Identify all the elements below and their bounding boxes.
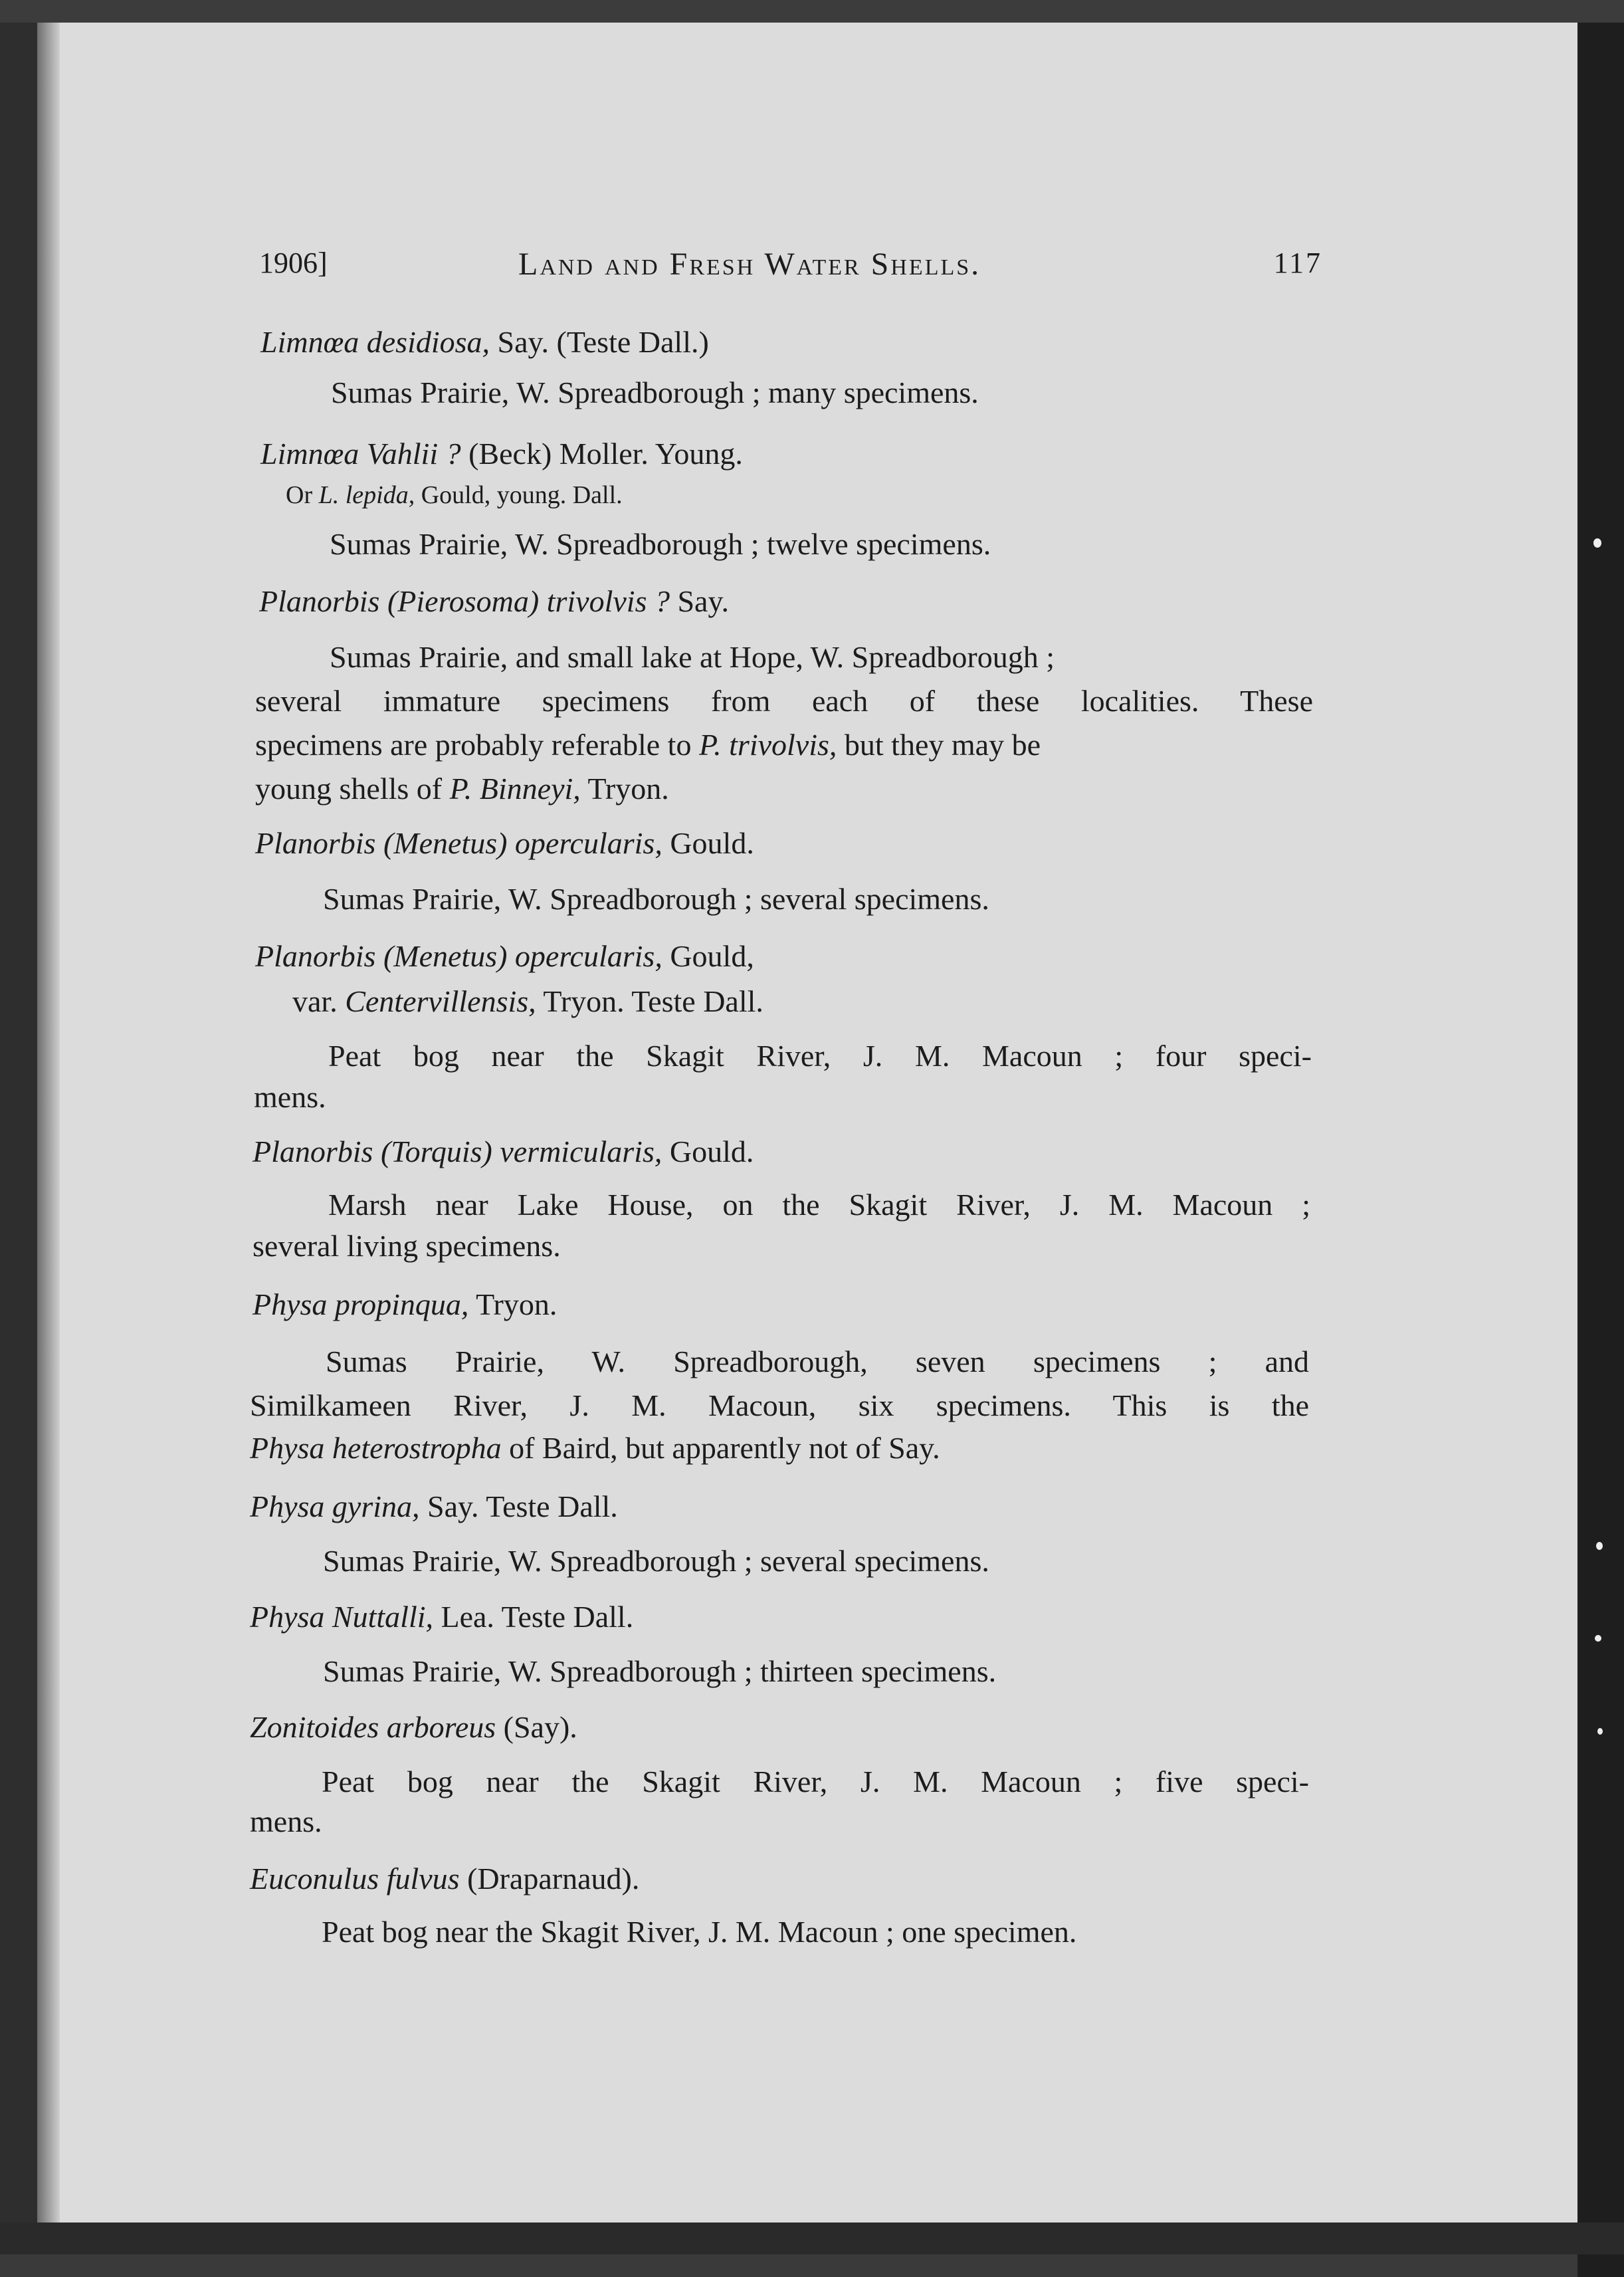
text-run: of Baird, but apparently not of Say. <box>501 1431 940 1465</box>
paragraph-line: mens. <box>250 1804 322 1838</box>
header-year: 1906] <box>259 247 328 279</box>
species-note <box>286 473 623 517</box>
species-heading <box>250 1857 639 1901</box>
scan-bottom-edge <box>0 2223 1624 2254</box>
species-heading <box>255 821 754 865</box>
paragraph-line: mens. <box>254 1080 326 1114</box>
paragraph-line: Similkameen River, J. M. Macoun, six specimens. This is the <box>250 1388 1309 1422</box>
text-run: specimens are probably referable to <box>255 728 699 762</box>
species-name: P. trivolvis, <box>698 728 837 762</box>
binding-shadow <box>37 23 60 2223</box>
scan-right-edge <box>1577 23 1624 2277</box>
species-name: Limnœa desidiosa, <box>260 325 490 359</box>
species-name: Physa gyrina, <box>250 1489 420 1523</box>
locality-line: Sumas Prairie, W. Spreadborough ; many specimens. <box>331 376 979 409</box>
species-heading <box>250 1595 633 1639</box>
species-authority: Say. Teste Dall. <box>419 1489 618 1523</box>
page-number: 117 <box>1273 247 1322 279</box>
species-heading <box>250 1705 577 1749</box>
species-name: Planorbis (Menetus) opercularis, <box>255 826 662 860</box>
species-authority: Tryon. <box>468 1287 558 1321</box>
species-heading <box>260 320 709 364</box>
species-authority: Gould. <box>662 826 754 860</box>
species-heading <box>253 1283 557 1327</box>
text-run: but they may be <box>837 728 1041 762</box>
species-name: P. Binneyi, <box>449 772 581 806</box>
species-authority: (Say). <box>496 1710 577 1744</box>
scan-speck <box>1597 1728 1603 1735</box>
note-rest: Gould, young. Dall. <box>415 481 623 509</box>
note-species: L. lepida, <box>318 481 415 509</box>
locality-line: Sumas Prairie, W. Spreadborough ; several specimens. <box>323 882 989 916</box>
species-name: Euconulus fulvus <box>250 1862 460 1896</box>
paragraph-line: Peat bog near the Skagit River, J. M. Macoun ; four speci- <box>328 1039 1312 1073</box>
paragraph-line: Sumas Prairie, and small lake at Hope, W. Spreadborough ; <box>330 640 1055 674</box>
species-authority: Say. (Teste Dall.) <box>490 325 709 359</box>
scan-speck <box>1595 1635 1601 1642</box>
variety-line <box>292 980 763 1024</box>
paragraph-line: several immature specimens from each of these localities. These <box>255 684 1313 718</box>
species-name: Physa propinqua, <box>253 1287 469 1321</box>
locality-line: Sumas Prairie, W. Spreadborough ; thirteen specimens. <box>323 1654 997 1688</box>
header-title: Land and Fresh Water Shells. <box>518 247 981 282</box>
variety-name: Centervillensis, <box>345 984 536 1018</box>
text-run: Tryon. <box>580 772 669 806</box>
scan-speck <box>1593 538 1601 548</box>
var-prefix: var. <box>292 984 346 1018</box>
paragraph-line <box>255 723 1041 767</box>
paragraph-line: Peat bog near the Skagit River, J. M. Macoun ; five speci- <box>322 1765 1309 1798</box>
locality-line: Sumas Prairie, W. Spreadborough ; twelve specimens. <box>330 527 991 561</box>
species-heading <box>255 934 754 978</box>
note-prefix: Or <box>286 481 319 509</box>
species-authority: Say. <box>669 584 729 618</box>
paragraph-line: Marsh near Lake House, on the Skagit River, J. M. Macoun ; <box>328 1188 1310 1222</box>
var-rest: Tryon. Teste Dall. <box>536 984 763 1018</box>
paragraph-line <box>250 1426 940 1470</box>
locality-line: Peat bog near the Skagit River, J. M. Macoun ; one specimen. <box>322 1915 1077 1949</box>
species-name: Planorbis (Pierosoma) trivolvis ? <box>259 584 670 618</box>
scan-speck <box>1596 1542 1603 1550</box>
species-authority: Lea. Teste Dall. <box>433 1600 634 1634</box>
paragraph-line <box>255 767 669 811</box>
paragraph-line: several living specimens. <box>253 1229 561 1263</box>
locality-line: Sumas Prairie, W. Spreadborough ; several specimens. <box>323 1544 989 1578</box>
species-heading <box>260 432 743 476</box>
text-run: young shells of <box>255 772 450 806</box>
species-name: Physa Nuttalli, <box>250 1600 433 1634</box>
species-name: Planorbis (Menetus) opercularis, <box>255 939 662 973</box>
species-name: Planorbis (Torquis) vermicularis, <box>253 1135 662 1168</box>
running-head <box>259 246 1322 292</box>
species-heading <box>259 580 729 623</box>
species-authority: (Beck) Moller. Young. <box>460 437 743 471</box>
scan-top-edge <box>0 0 1624 23</box>
species-heading <box>250 1485 618 1529</box>
species-authority: Gould, <box>662 939 754 973</box>
species-name: Zonitoides arboreus <box>250 1710 496 1744</box>
species-heading <box>253 1130 754 1174</box>
paragraph-line: Sumas Prairie, W. Spreadborough, seven specimens ; and <box>326 1345 1309 1378</box>
species-name: Physa heterostropha <box>250 1431 502 1465</box>
species-authority: (Draparnaud). <box>459 1862 640 1896</box>
species-name: Limnœa Vahlii ? <box>260 437 461 471</box>
species-authority: Gould. <box>662 1135 754 1168</box>
